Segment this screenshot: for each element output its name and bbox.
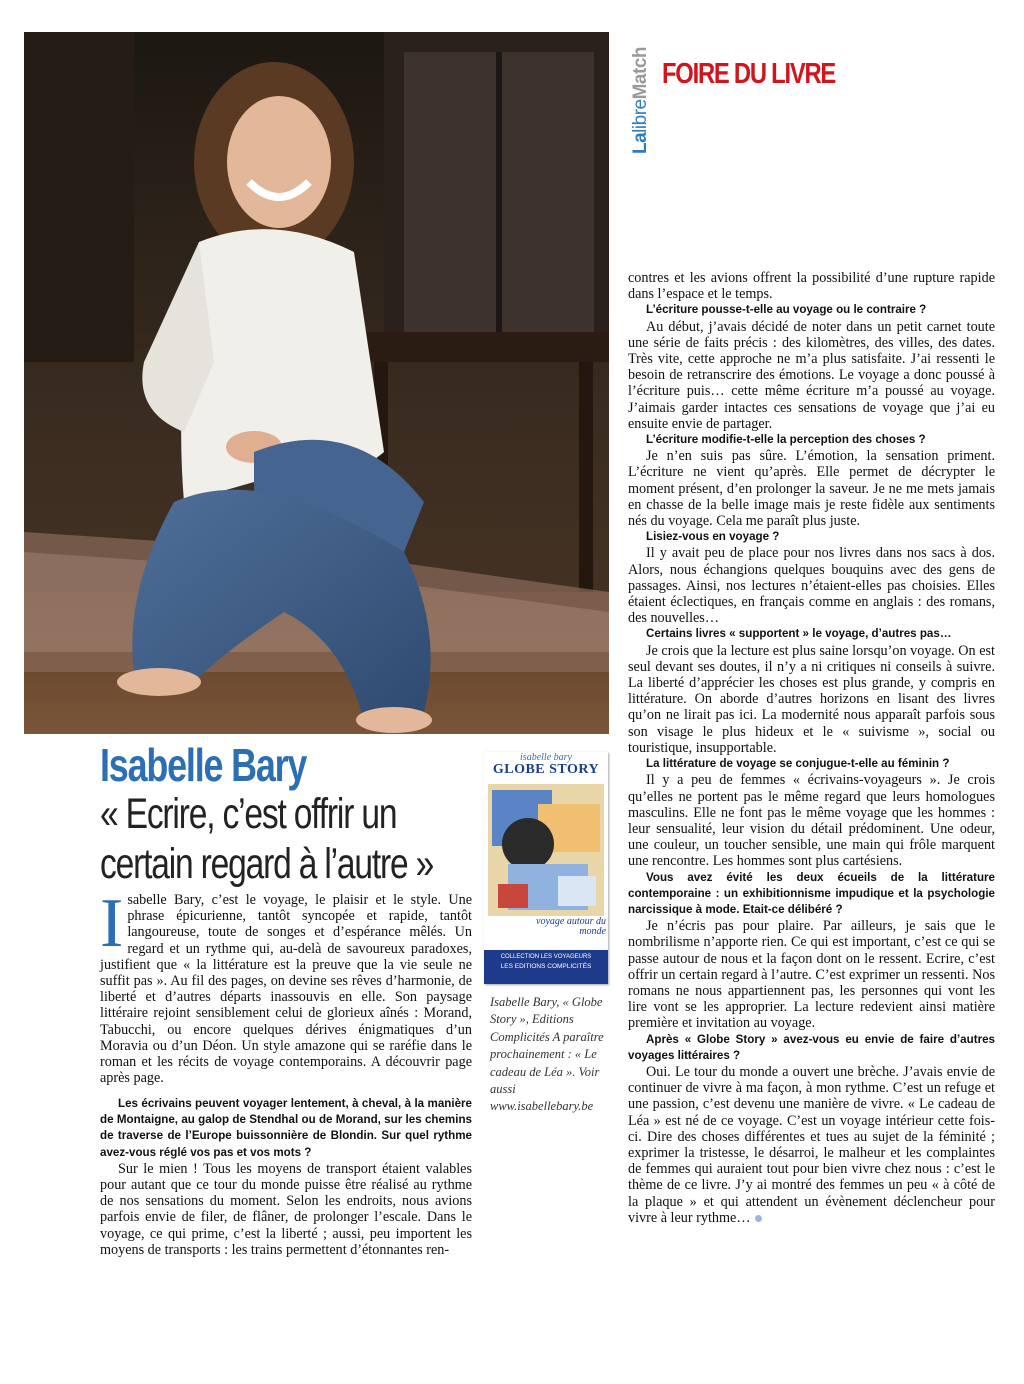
answer-8 <box>628 1064 995 1226</box>
question-6: La littérature de voyage se conjugue-t-elle au féminin ? <box>646 757 950 771</box>
book-caption: Isabelle Bary, « Globe Story », Editions Complicités A paraître prochainement : « Le cadeau de Léa ». Voir aussi www.isabellebary.be <box>490 995 604 1114</box>
answer-7: Je n’écris pas pour plaire. Par ailleurs, je sais que le nombrilisme n’apporte rien. Ce qui est important, c’est ce qui se passe autour de nous et la façon dont on le ressent. Ecrire, c’est offrir un certain regard à l’autre. C’est exprimer un ressenti. Nos romans ne nous appartiennent pas, les personnes qui vont les lire vont se les approprier. La lecture redevient ainsi matière première et invitation au voyage. <box>628 918 995 1032</box>
brand-match: Match <box>630 47 651 100</box>
section-title: FOIRE DU LIVRE <box>662 58 836 90</box>
answer-6: Il y a peu de femmes « écrivains-voyageurs ». Je crois qu’elles ne portent pas le même regard que leurs homologues masculins. Elle ne font pas le même voyage que les hommes : leur sensualité, leur vision du détail prédominent. Une odeur, une couleur, un toucher sensible, une main qui frôle marquent une rencontre. Les hommes sont plus cartésiens. <box>628 772 995 870</box>
cover-collection: COLLECTION LES VOYAGEURS <box>500 954 592 960</box>
cover-collage-image <box>488 784 604 916</box>
brand-logo <box>628 47 656 154</box>
cover-author: isabelle bary <box>520 752 572 763</box>
book-cover <box>484 752 608 984</box>
intro-text: sabelle Bary, c’est le voyage, le plaisir et le style. Une phrase épicurienne, tantôt syncopée et rapide, tantôt langoureuse, toute de songes et d’espérance mêlés. Un regard et un rythme qui, au-delà de savoureux paradoxes, justifient que « la littérature est la preuve que la vie seule ne suffit pas ». Au fil des pages, on devine ses rêves d’harmonie, de liberté et d’autres départs inassouvis en elle. Son paysage littéraire rejoint sensiblement celui de glorieux aînés : Morand, Tabucchi, ou encore quelques dérives énigmatiques d’un Moravia ou d’un Déon. Un style amazone qui se raréfie dans le roman et les récits de voyage contemporains. A découvrir page après page. <box>100 892 472 1087</box>
question-3: L’écriture modifie-t-elle la perception des choses ? <box>646 433 926 447</box>
answer-3: Je n’en suis pas sûre. L’émotion, la sensation priment. L’écriture ne vient qu’après. Elle permet de décrypter le moment présent, d’en prolonger la saveur. Je ne me mets jamais en chasse de la belle image mais je reste fidèle aux sentiments nés du voyage. Cela me paraît plus juste. <box>628 448 995 530</box>
headline-line-1: « Ecrire, c’est offrir un <box>100 790 397 838</box>
answer-5: Je crois que la lecture est plus saine lorsqu’on voyage. On est seul devant ses doutes, il n’y a ni critiques ni conseils à suivre. La liberté d’apprécier les choses est plus grande, y compris en littérature. On aborde d’autres horizons en lisant des livres qu’on ne lirait pas ici. La modernité nous apparaît parfois sous son visage le plus hideux et le « suivisme », social ou touristique, insupportable. <box>628 642 995 756</box>
cover-title: GLOBE STORY <box>492 762 600 777</box>
question-5: Certains livres « supportent » le voyage, d’autres pas… <box>646 627 952 641</box>
question-4: Lisiez-vous en voyage ? <box>646 530 780 544</box>
intro-paragraph <box>100 885 472 1087</box>
headline-line-2: certain regard à l’autre » <box>100 840 434 888</box>
question-2: L’écriture pousse-t-elle au voyage ou le contraire ? <box>646 303 927 317</box>
brand-libre: libre <box>630 99 651 133</box>
answer-1-continued: contres et les avions offrent la possibilité d’une rupture rapide dans l’espace et le temps. <box>628 270 995 303</box>
portrait-photo <box>24 32 609 734</box>
brand-la: La <box>630 132 651 154</box>
answer-1: Sur le mien ! Tous les moyens de transport étaient valables pour autant que ce tour du monde puisse être réalisé au rythme de nos sensations du moment. Selon les endroits, nous avions parfois envie de filer, de flâner, de prolonger l’escale. Dans le voyage, ce qui prime, c’est la liberté ; aussi, peu importent les moyens de transports : les trains permettent d’étonnantes ren- <box>100 1160 472 1258</box>
left-column <box>100 1096 472 1258</box>
cover-subtitle: voyage autour du monde <box>536 916 606 937</box>
author-name: Isabelle Bary <box>100 739 307 791</box>
answer-4: Il y avait peu de place pour nos livres dans nos sacs à dos. Alors, nous échangions quelques bouquins avec des gens de passages. Ainsi, nos lectures n’étaient-elles pas choisies. Elles étaient éclectiques, en français comme en anglais : des romans, des nouvelles… <box>628 545 995 627</box>
end-mark-icon <box>755 1215 762 1222</box>
question-8: Après « Globe Story » avez-vous eu envie de faire d’autres voyages littéraires ? <box>628 1032 995 1062</box>
portrait-illustration <box>24 32 609 734</box>
answer-2: Au début, j’avais décidé de noter dans un petit carnet toute une série de faits précis : des kilomètres, des villes, des dates. Très vite, cette approche ne m’a plus satisfaite. J’ai ressenti le besoin de retranscrire des émotions. Le voyage a donc poussé à l’écriture puis… cette même écriture m’a poussé au voyage. J’aimais garder intactes ces sensations de voyage que j’ai eu ensuite envie de partager. <box>628 318 995 432</box>
right-column <box>628 270 995 1226</box>
answer-8-text: Oui. Le tour du monde a ouvert une brèche. J’avais envie de continuer de vivre à ma façon, à mon rythme. C’est un refuge et une passion, c’est devenu une manière de vivre. « Le cadeau de Léa » est né de ce voyage. C’est un voyage intérieur cette fois-ci. Dire des choses différentes et tues au sujet de la féminité ; exprimer la tristesse, le désarroi, le malheur et les complaintes de femmes qui auraient tout pour bien vivre chez nous : c’est le thème de ce livre. J’y ai montré des femmes un peu « à côté de la plaque » et qui attendent un évènement déclencheur pour vivre à leur rythme… <box>628 1063 995 1226</box>
cover-publisher: LES EDITIONS COMPLICITÉS <box>500 963 592 970</box>
question-7: Vous avez évité les deux écueils de la littérature contemporaine : un exhibitionnisme impudique et la psychologie narcissique à mode. Etait-ce délibéré ? <box>628 870 995 916</box>
question-1: Les écrivains peuvent voyager lentement, à cheval, à la manière de Montaigne, au galop de Stendhal ou de Morand, sur les chemins de traverse de l’Europe buissonnière de Blondin. Sur quel rythme avez-vous réglé vos pas et vos mots ? <box>100 1097 472 1159</box>
drop-cap: I <box>100 885 124 962</box>
